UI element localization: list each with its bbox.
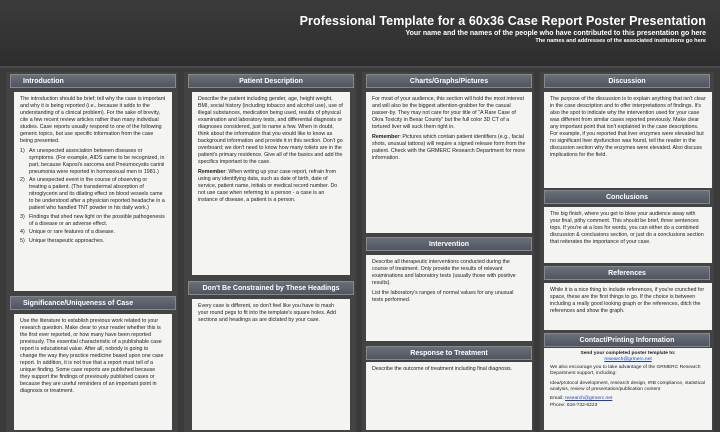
discussion-body [544, 92, 712, 188]
discussion-heading: Discussion [544, 74, 710, 88]
contact-body [544, 348, 712, 430]
contact-email-label: Email: [550, 396, 565, 402]
list-text: Unique therapeutic approaches. [29, 237, 105, 244]
remember-text: : Pictures which contain patient identifiers (e.g., facial shots, unusual tattoos) will require a signed release form from the patient. Check with the GRMERC Research Department for more information. [372, 133, 526, 161]
list-text: An unexpected event in the course of observing or treating a patient. (The transdermal absorption of nitroglycerin and its dilating effect on blood vessels came to be understood after a physician reported headache in a patient who handled TNT powder in his daily work.) [29, 177, 165, 212]
response-text: Describe the outcome of treatment including final diagnosis. [372, 366, 513, 372]
charts-heading: Charts/Graphs/Pictures [366, 74, 532, 88]
patient-paragraph: Describe the patient including gender, age, height weight, BMI, social history (including tobacco and alcohol use), use of illegal substances, medication being used, results of physical examination and laboratory tests, and differential diagnosis or diagnoses considered, just to name a few. When in doubt, think about the information that you would like to know as background information and provide it in this section. Don't go overboard; we don't need to know how many toilets are in the patient's primary residence. Give all of the basics and add the specifics important to the case. [198, 96, 343, 165]
poster-institutions: The names and addresses of the associated institutions go here [535, 38, 706, 44]
contact-line [550, 351, 706, 364]
references-text: While it is a nice thing to include references, if you're crunched for space, these are the first things to go. If the choice is between including a really good looking graph or the references, ditch the references and show the graph. [550, 287, 705, 314]
constrained-body [192, 299, 350, 430]
contact-email-link[interactable]: research@grmerc.net [604, 357, 652, 363]
patient-description-heading: Patient Description [188, 74, 354, 88]
list-number: 4) [20, 229, 25, 236]
list-number: 3) [20, 213, 25, 220]
response-heading: Response to Treatment [366, 346, 532, 360]
significance-text: Use the literature to establish previous work related to your research question. Make clear to your reader whether this is the first ever reported, or how many have been reported previously. The essential characteristic of a publishable case report is educational value. After all, nobody is going to change the way they practice medicine based upon one case report. In addition, it is not true that a report must tell of a unique finding. Some case reports are published because they support the findings of previously published cases or because they are useful reminders of an important point in diagnosis or treatment. [20, 318, 164, 394]
list-item [20, 214, 166, 228]
discussion-text: The purpose of the discussion is to explain anything that isn't clear in the case description and to offer interpretations of findings. It's also the spot to indicate why the intervention used for your case was different from similar cases reported previously. Make clear any important point that isn't explained in the case descriptions. For example, if you reported that liver enzymes were elevated but no significant liver dysfunction was found, tell the reader in the discussion section why the enzymes were elevated. Also discuss implications for the field. [550, 96, 706, 158]
poster-header [0, 0, 720, 68]
constrained-text: Every case is different, so don't feel like you have to mash your round pegs to fit into the template's square holes. Add sections and headings as are dictated by your case. [198, 303, 336, 323]
remember-label: Remember [372, 133, 400, 140]
charts-paragraph: For most of your audience, this section will hold the most interest and will also be the biggest attention-grabber for the casual passer-by. They may not care for your title of "A Rare Case of Okra Toxicity in Bexar County" but the full color 3D CT of a tortured liver will suck them right in. [372, 96, 524, 130]
contact-services-text: Idea/protocol development, research design, IRB compliance, statistical analysis, review of presentation/publication content [550, 380, 705, 392]
significance-heading: Significance/Uniqueness of Case [10, 296, 176, 310]
remember-text: : When writing up your case report, refrain from using any identifying data, such as date of birth, date of service, patient name, initials or medical record number. Do not use case when referring to a person - a case is an instance of disease, a patient is a person. [198, 168, 338, 203]
introduction-body [14, 92, 172, 291]
introduction-list [20, 148, 166, 245]
patient-remember-paragraph [198, 169, 344, 204]
intervention-heading: Intervention [366, 237, 532, 251]
charts-remember-paragraph [372, 134, 526, 162]
intervention-paragraph: Describe all therapeutic interventions conducted during the course of treatment. Only provide the results of relevant examinations and laboratory tests (usually those with positive results). [372, 259, 516, 286]
significance-body [14, 314, 172, 430]
constrained-heading: Don't Be Constrained by These Headings [188, 281, 354, 295]
list-text: An unexpected association between diseases or symptoms. (For example, AIDS came to be recognized, in part, because Kaposi's sarcoma and Pneumocystis carinii pneumonia were reported in homosexual men in 1981.) [29, 147, 165, 175]
poster-authors: Your name and the names of the people who have contributed to this presentation go here [405, 30, 706, 37]
charts-body [366, 92, 532, 233]
contact-support-text: We also encourage you to take advantage of the GRMERC Research Department support, including: [550, 364, 701, 377]
patient-description-body [192, 92, 350, 275]
remember-label: Remember [198, 168, 226, 175]
references-heading: References [544, 266, 710, 280]
contact-email-link-2[interactable]: research@grmerc.net [564, 396, 613, 402]
list-item [20, 229, 166, 236]
intervention-body [366, 255, 532, 341]
introduction-heading: Introduction [10, 74, 176, 88]
contact-heading: Contact/Printing Information [544, 333, 710, 347]
conclusions-text: The big finish, where you get to blow your audience away with your final, pithy comment. This should be brief, three sentences tops. If you're at a loss for words, you can either do a combined discussion & conclusions section, or just do a conclusions section that reiterates the importance of your case. [550, 211, 704, 245]
response-body [366, 362, 532, 430]
list-text: Unique or rare features of a disease. [29, 229, 115, 236]
list-item [20, 238, 166, 245]
list-number: 1) [20, 147, 25, 154]
references-body [544, 283, 712, 330]
list-item [20, 177, 166, 212]
list-number: 5) [20, 237, 25, 244]
list-text: Findings that shed new light on the possible pathogenesis of a disease or an adverse effect. [29, 213, 165, 227]
contact-phone: Phone: 616-732-6223 [550, 402, 598, 408]
introduction-paragraph: The introduction should be brief; tell why the case is important and why it is being reported (i.e., because it adds to the understanding of a clinical problem). For the sake of brevity, cite a few recent review articles rather than many individual studies. Case reports usually respond to one of the following generic topics, but use specific information from the case being presented. [20, 96, 166, 144]
poster-title: Professional Template for a 60x36 Case Report Poster Presentation [299, 14, 706, 28]
contact-send-label: Send your completed poster template to: [580, 351, 676, 356]
list-item [20, 148, 166, 176]
list-number: 2) [20, 177, 25, 184]
contact-email-line [550, 396, 706, 409]
intervention-paragraph-2: List the laboratory's ranges of normal values for any unusual tests performed. [372, 289, 514, 303]
conclusions-heading: Conclusions [544, 190, 710, 204]
conclusions-body [544, 207, 712, 263]
